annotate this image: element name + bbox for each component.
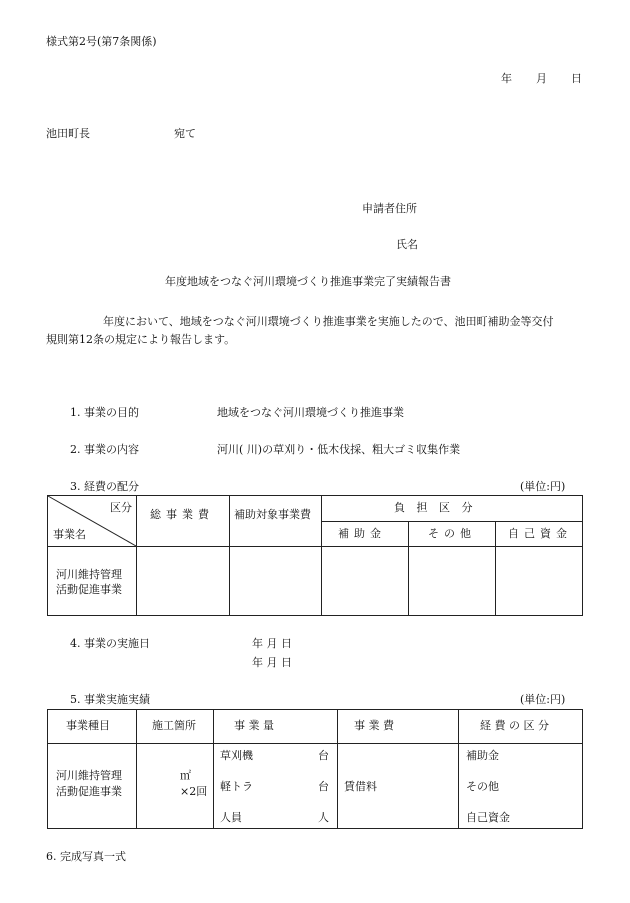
sub-col-self-funds: 自己資金 xyxy=(508,527,572,540)
corner-bottom-label: 事業名 xyxy=(53,528,86,541)
cost-allocation-table xyxy=(47,495,583,616)
form-number: 様式第2号(第7条関係) xyxy=(46,35,157,48)
header-project-type: 事業種目 xyxy=(66,719,110,732)
sub-col-subsidy: 補助金 xyxy=(338,527,386,540)
implementation-results-table xyxy=(47,709,583,829)
quantity-light-truck-label: 軽トラ xyxy=(220,780,253,793)
row-project-name-line-1: 河川維持管理 xyxy=(56,568,122,581)
addressee-suffix: 宛て xyxy=(174,127,196,140)
item-purpose-label: 1. 事業の目的 xyxy=(70,406,139,419)
item-implementation-date-label: 4. 事業の実施日 xyxy=(70,637,150,650)
date-month: 月 xyxy=(536,72,547,85)
date-year: 年 xyxy=(501,72,512,85)
header-work-quantity: 事 業 量 xyxy=(234,719,274,732)
item-results-label: 5. 事業実施実績 xyxy=(70,693,150,706)
col-total-cost: 総事業費 xyxy=(150,508,214,521)
cost-item-rental-fee: 賃借料 xyxy=(344,780,377,793)
quantity-personnel-unit: 人 xyxy=(318,811,329,824)
applicant-name-label: 氏名 xyxy=(396,238,418,251)
implementation-date-2: 年 月 日 xyxy=(252,656,292,669)
place-times: ×2回 xyxy=(180,785,208,798)
implementation-date-1: 年 月 日 xyxy=(252,637,292,650)
body-line-1: 年度において、地域をつなぐ河川環境づくり推進事業を実施したので、池田町補助金等交付 xyxy=(103,315,554,328)
document-title: 年度地域をつなぐ河川環境づくり推進事業完了実績報告書 xyxy=(165,275,451,288)
place-area-unit: ㎡ xyxy=(180,769,191,782)
body-line-2: 規則第12条の規定により報告します。 xyxy=(46,333,236,346)
results-unit: (単位:円) xyxy=(520,693,566,706)
row-project-name-line-2: 活動促進事業 xyxy=(56,785,122,798)
division-self-funds: 自己資金 xyxy=(466,811,510,824)
col-subsidy-target-cost: 補助対象事業費 xyxy=(234,508,311,521)
date-day: 日 xyxy=(571,72,582,85)
item-cost-allocation-label: 3. 経費の配分 xyxy=(70,480,139,493)
quantity-mower-unit: 台 xyxy=(318,749,329,762)
row-project-name-line-1: 河川維持管理 xyxy=(56,769,122,782)
division-subsidy: 補助金 xyxy=(466,749,499,762)
row-project-name-line-2: 活動促進事業 xyxy=(56,583,122,596)
col-burden-division: 負 担 区 分 xyxy=(394,501,477,514)
sub-col-other: その他 xyxy=(428,527,476,540)
division-other: その他 xyxy=(466,780,499,793)
addressee-name: 池田町長 xyxy=(46,127,90,140)
quantity-personnel-label: 人員 xyxy=(220,811,242,824)
cost-allocation-unit: (単位:円) xyxy=(520,480,566,493)
quantity-mower-label: 草刈機 xyxy=(220,749,253,762)
item-purpose-value: 地域をつなぐ河川環境づくり推進事業 xyxy=(217,406,404,419)
item-content-label: 2. 事業の内容 xyxy=(70,443,139,456)
corner-top-label: 区分 xyxy=(110,501,132,514)
applicant-address-label: 申請者住所 xyxy=(362,202,417,215)
item-content-value: 河川( 川)の草刈り・低木伐採、粗大ゴミ収集作業 xyxy=(217,443,461,456)
header-cost-division: 経 費 の 区 分 xyxy=(480,719,549,732)
header-work-location: 施工箇所 xyxy=(152,719,196,732)
item-completion-photos: 6. 完成写真一式 xyxy=(46,850,126,863)
header-work-cost: 事 業 費 xyxy=(354,719,394,732)
quantity-light-truck-unit: 台 xyxy=(318,780,329,793)
